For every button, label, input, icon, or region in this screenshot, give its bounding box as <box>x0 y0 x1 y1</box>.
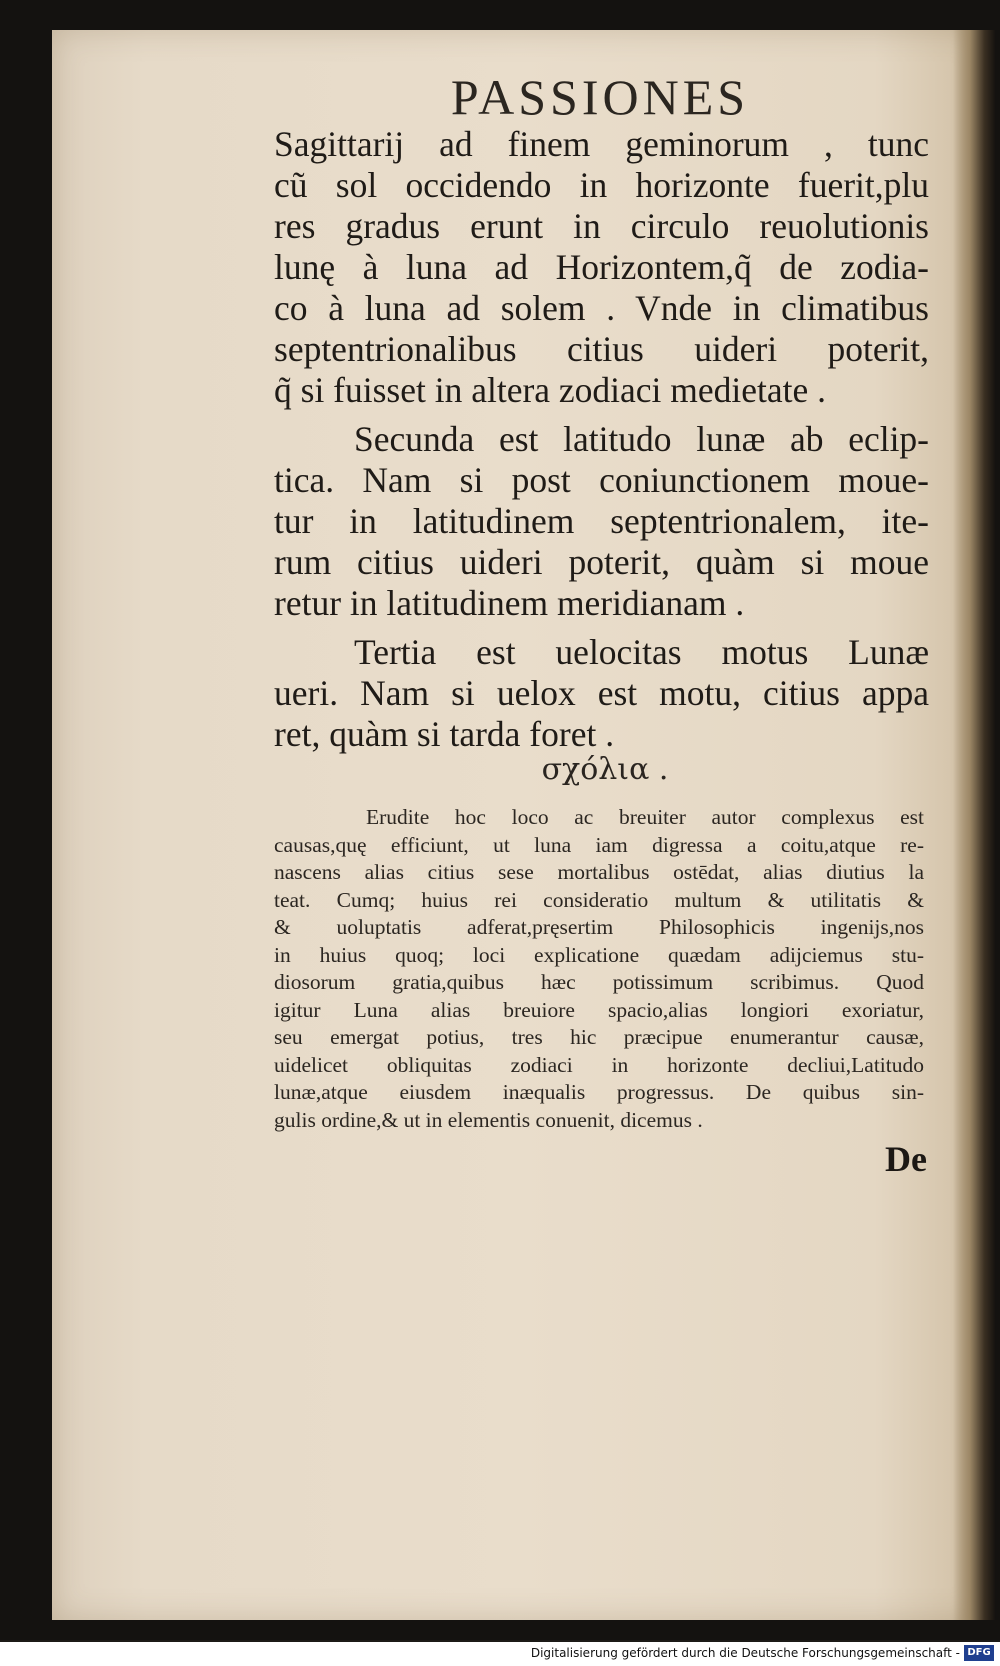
text-line: cũ sol occidendo in horizonte fuerit,plu <box>274 165 929 205</box>
commentary-line: in huius quoq; loci explicatione quædam adijciemus stu- <box>274 942 924 967</box>
text-line: lunę à luna ad Horizontem,q̃ de zodia- <box>274 247 929 287</box>
catchword: De <box>885 1139 927 1179</box>
commentary-line: nascens alias citius sese mortalibus ostēdat, alias diutius la <box>274 860 924 884</box>
text-line: ueri. Nam si uelox est motu, citius appa <box>274 673 929 713</box>
commentary-line: teat. Cumq; huius rei consideratio multum & utilitatis & <box>274 887 924 912</box>
main-text <box>274 124 929 763</box>
text-line: res gradus erunt in circulo reuolutionis <box>274 206 929 246</box>
commentary-line: lunæ,atque eiusdem inæqualis progressus. De quibus sin- <box>274 1080 924 1104</box>
funding-notice: Digitalisierung gefördert durch die Deutsche Forschungsgemeinschaft - <box>530 1646 960 1660</box>
commentary-line: Erudite hoc loco ac breuiter autor complexus est <box>366 805 924 829</box>
scholia-heading: σχόλια . <box>541 752 669 787</box>
commentary-line: & uoluptatis adferat,pręsertim Philosophicis ingenijs,nos <box>274 915 924 939</box>
text-line: ret, quàm si tarda foret . <box>274 714 615 754</box>
commentary-line: causas,quę efficiunt, ut luna iam digressa a coitu,atque re- <box>274 832 924 857</box>
text-line: rum citius uideri poterit, quàm si moue <box>274 542 929 582</box>
text-line: Sagittarij ad finem geminorum , tunc <box>274 124 929 164</box>
commentary-line: diosorum gratia,quibus hæc potissimum scribimus. Quod <box>274 970 924 994</box>
paragraph-1 <box>274 124 929 411</box>
paragraph-3 <box>274 632 929 755</box>
digitization-footer <box>0 1642 1000 1666</box>
text-line: retur in latitudinem meridianam . <box>274 583 745 623</box>
commentary-line: gulis ordine,& ut in elementis conuenit, dicemus . <box>274 1107 703 1132</box>
text-line: tur in latitudinem septentrionalem, ite- <box>274 501 929 541</box>
text-line: Secunda est latitudo lunæ ab eclip- <box>354 419 929 459</box>
text-line: Tertia est uelocitas motus Lunæ <box>354 632 929 672</box>
text-line: septentrionalibus citius uideri poterit, <box>274 329 929 369</box>
running-head: PASSIONES <box>450 69 750 125</box>
dfg-logo-icon: DFG <box>964 1645 994 1661</box>
text-line: co à luna ad solem . Vnde in climatibus <box>274 288 929 328</box>
commentary-text <box>274 804 924 1134</box>
page-gutter-shadow <box>953 30 995 1620</box>
text-line: q̃ si fuisset in altera zodiaci medietate . <box>274 370 827 410</box>
commentary-line: uidelicet obliquitas zodiaci in horizonte decliui,Latitudo <box>274 1052 924 1077</box>
text-line: tica. Nam si post coniunctionem moue- <box>274 460 929 500</box>
commentary-line: igitur Luna alias breuiore spacio,alias longiori exoriatur, <box>274 997 924 1022</box>
paragraph-2 <box>274 419 929 624</box>
commentary-line: seu emergat potius, tres hic præcipue enumerantur causæ, <box>274 1025 924 1049</box>
